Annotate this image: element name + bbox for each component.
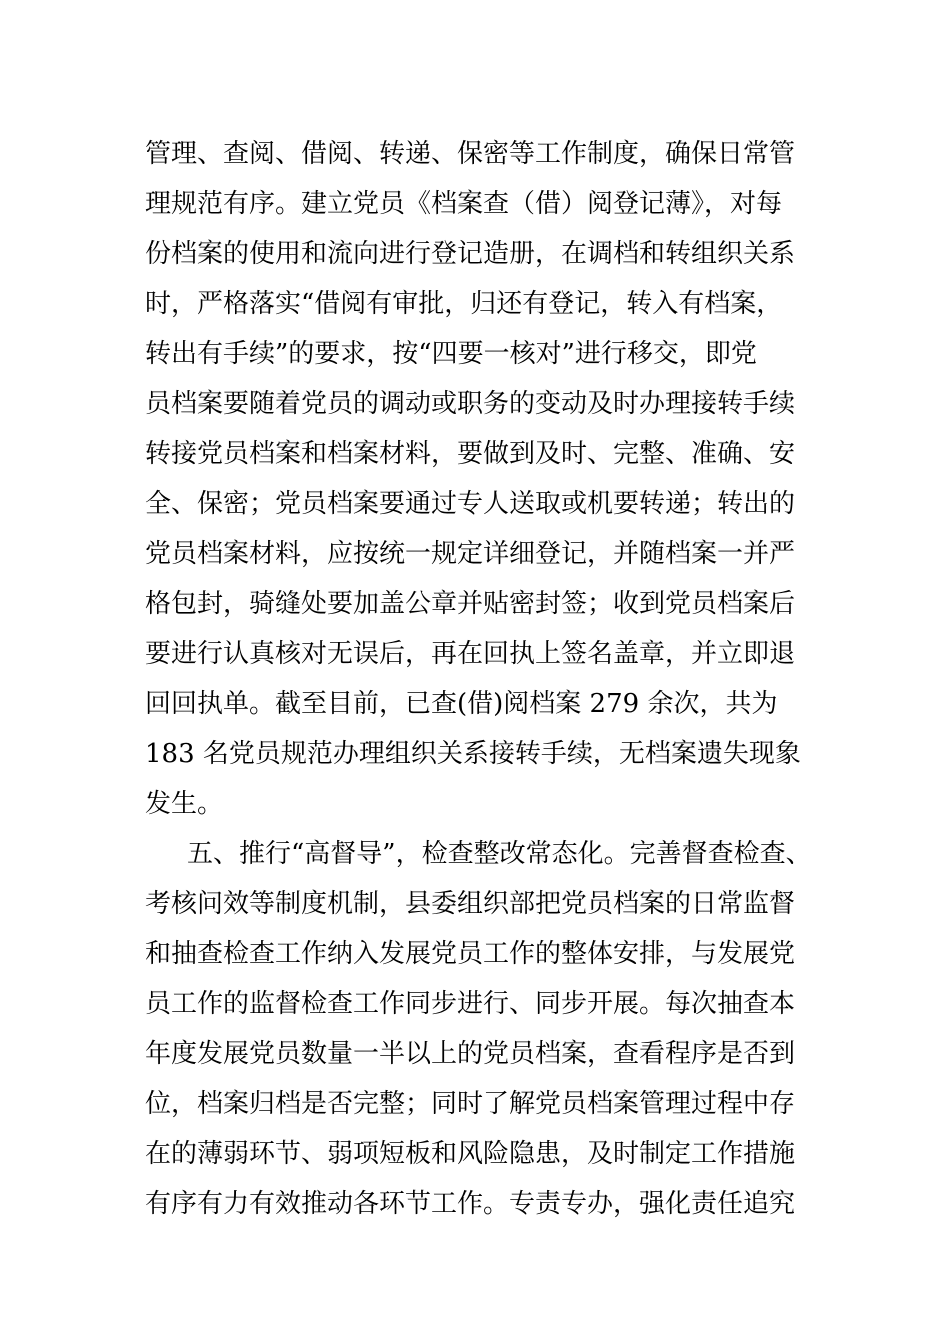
text-line: 转出有手续”的要求，按“四要一核对”进行移交，即党 [145,339,757,369]
text-line: 党员档案材料，应按统一规定详细登记，并随档案一并严 [145,539,796,569]
text-line: 全、保密；党员档案要通过专人送取或机要转递；转出的 [145,489,796,519]
text-line: 时，严格落实“借阅有审批，归还有登记，转入有档案， [145,289,783,319]
text-line: 有序有力有效推动各环节工作。专责专办，强化责任追究 [145,1189,796,1219]
document-body [145,129,825,1229]
paragraph-first-line: 五、推行“高督导”，检查整改常态化。完善督查检查、 [187,839,812,869]
text-line: 格包封，骑缝处要加盖公章并贴密封签；收到党员档案后 [145,589,796,619]
text-line: 员工作的监督检查工作同步进行、同步开展。每次抽查本 [145,989,796,1019]
text-line: 183 名党员规范办理组织关系接转手续，无档案遗失现象 [145,739,801,769]
text-line: 要进行认真核对无误后，再在回执上签名盖章，并立即退 [145,639,796,669]
text-line: 位，档案归档是否完整；同时了解党员档案管理过程中存 [145,1089,796,1119]
text-line: 理规范有序。建立党员《档案查（借）阅登记薄》，对每 [145,189,783,219]
text-line: 回回执单。截至目前，已查(借)阅档案 279 余次，共为 [145,689,778,719]
text-line: 份档案的使用和流向进行登记造册，在调档和转组织关系 [145,239,796,269]
text-line: 和抽查检查工作纳入发展党员工作的整体安排，与发展党 [145,939,796,969]
text-line: 发生。 [145,789,224,819]
text-line: 转接党员档案和档案材料，要做到及时、完整、准确、安 [145,439,796,469]
text-line: 考核问效等制度机制，县委组织部把党员档案的日常监督 [145,889,796,919]
text-line: 员档案要随着党员的调动或职务的变动及时办理接转手续 [145,389,796,419]
text-line: 在的薄弱环节、弱项短板和风险隐患，及时制定工作措施 [145,1139,796,1169]
text-line: 年度发展党员数量一半以上的党员档案，查看程序是否到 [145,1039,796,1069]
text-line: 管理、查阅、借阅、转递、保密等工作制度，确保日常管 [145,139,796,169]
